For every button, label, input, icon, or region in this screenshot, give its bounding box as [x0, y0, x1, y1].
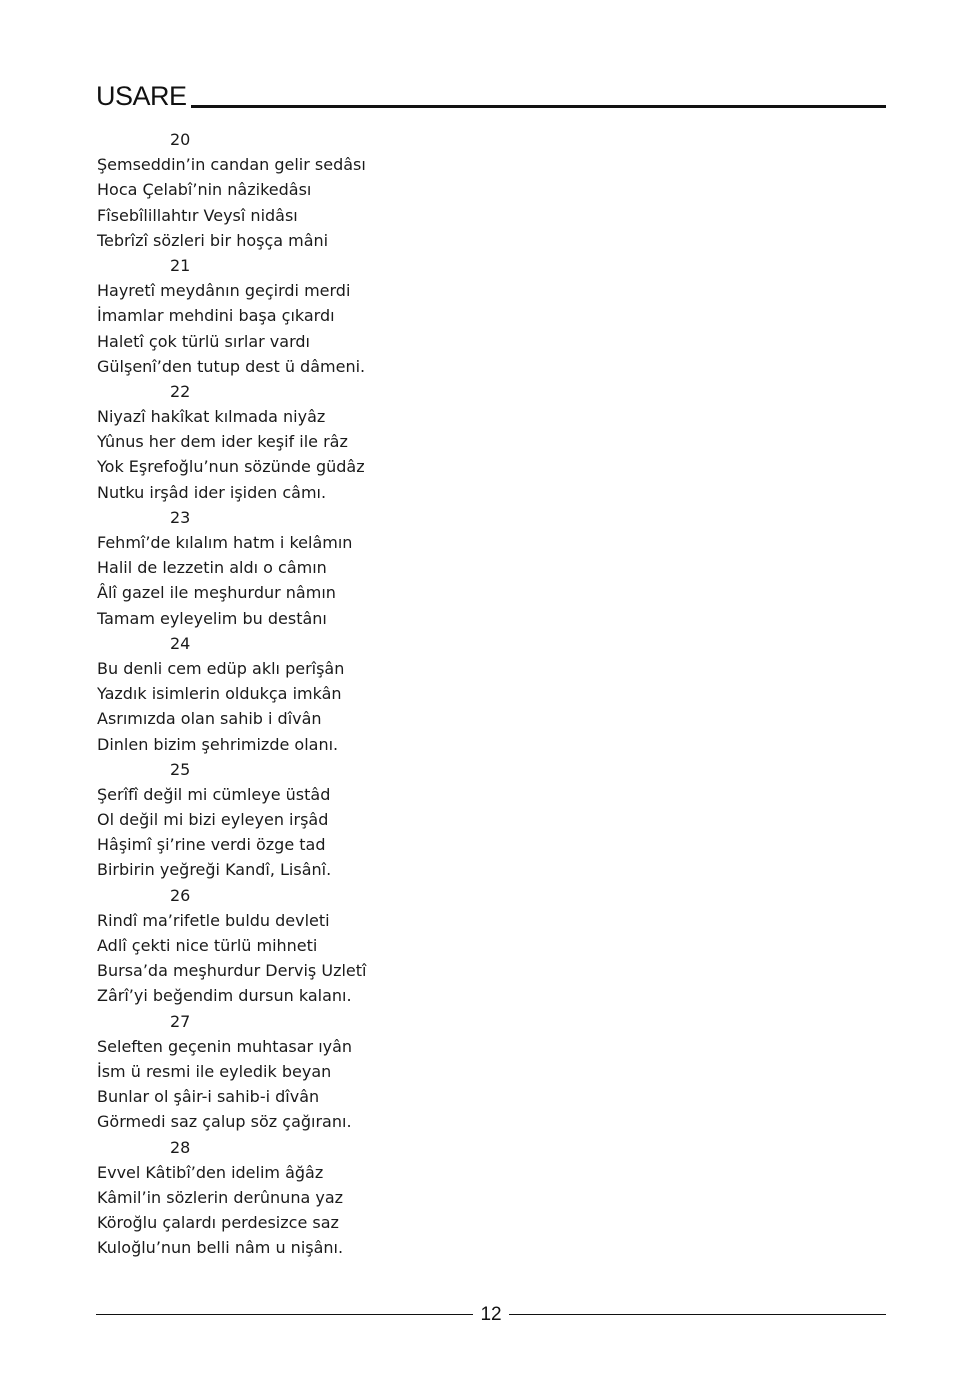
stanza [97, 1135, 517, 1261]
stanza-number: 26 [170, 885, 191, 905]
verse-line: Niyazî hakîkat kılmada niyâz [97, 407, 326, 427]
verse-line: Âlî gazel ile meşhurdur nâmın [97, 583, 336, 603]
verse-line: İmamlar mehdini başa çıkardı [97, 306, 335, 326]
header-rule [191, 105, 886, 108]
stanza [97, 253, 517, 379]
stanza-number: 21 [170, 255, 191, 275]
verse-line: Hâşimî şi’rine verdi özge tad [97, 835, 326, 855]
verse-line: Birbirin yeğreği Kandî, Lisânî. [97, 860, 332, 880]
verse-line: Halil de lezzetin aldı o câmın [97, 558, 327, 578]
verse-line: Zârî’yi beğendim dursun kalanı. [97, 986, 352, 1006]
verse-line: Görmedi saz çalup söz çağıranı. [97, 1112, 352, 1132]
stanza-number: 20 [170, 130, 191, 149]
verse-line: Kuloğlu’nun belli nâm u nişânı. [97, 1238, 344, 1258]
stanza [97, 379, 517, 505]
verse-line: Fehmî’de kılalım hatm i kelâmın [97, 533, 353, 552]
verse-line: Gülşenî’den tutup dest ü dâmeni. [97, 356, 366, 376]
page-number: 12 [480, 1303, 502, 1325]
verse-line: Adlî çekti nice türlü mihneti [97, 936, 318, 955]
stanza [97, 1009, 517, 1135]
verse-line: Şerîfî değil mi cümleye üstâd [97, 784, 331, 804]
verse-line: Dinlen bizim şehrimizde olanı. [97, 734, 339, 754]
verse-line: Nutku irşâd ider işiden câmı. [97, 482, 327, 502]
stanza [97, 505, 517, 631]
verse-line: Hoca Çelabî’nin nâzikedâsı [97, 180, 312, 200]
page-footer [96, 1300, 886, 1328]
stanza-number: 25 [170, 759, 191, 779]
verse-line: İsm ü resmi ile eyledik beyan [97, 1061, 332, 1081]
verse-line: Hayretî meydânın geçirdi merdi [97, 281, 351, 301]
page-header [96, 80, 886, 110]
poem-body [97, 127, 517, 1260]
verse-line: Fîsebîlillahtır Veysî nidâsı [97, 205, 298, 225]
verse-line: Asrımızda olan sahib i dîvân [97, 709, 322, 729]
verse-line: Köroğlu çalardı perdesizce saz [97, 1213, 339, 1233]
stanza-number: 27 [170, 1011, 191, 1031]
verse-line: Bunlar ol şâir-i sahib-i dîvân [97, 1087, 320, 1107]
verse-line: Yok Eşrefoğlu’nun sözünde güdâz [97, 457, 365, 477]
verse-line: Tamam eyleyelim bu destânı [97, 608, 327, 628]
verse-line: Tebrîzî sözleri bir hoşça mâni [97, 230, 329, 250]
stanza-number: 22 [170, 381, 191, 401]
running-title: USARE [96, 81, 187, 111]
verse-line: Ol değil mi bizi eyleyen irşâd [97, 810, 329, 830]
verse-line: Rindî ma’rifetle buldu devleti [97, 910, 330, 930]
verse-line: Bursa’da meşhurdur Derviş Uzletî [97, 961, 367, 981]
verse-line: Yazdık isimlerin oldukça imkân [97, 684, 342, 704]
verse-line: Seleften geçenin muhtasar ıyân [97, 1036, 353, 1056]
verse-line: Şemseddin’in candan gelir sedâsı [97, 155, 366, 175]
stanza [97, 883, 517, 1009]
stanza [97, 757, 517, 883]
verse-line: Bu denli cem edüp aklı perîşân [97, 658, 345, 678]
verse-line: Yûnus her dem ider keşif ile râz [97, 432, 348, 452]
verse-line: Haletî çok türlü sırlar vardı [97, 331, 310, 351]
verse-line: Evvel Kâtibî’den idelim âğâz [97, 1162, 324, 1182]
verse-line: Kâmil’in sözlerin derûnuna yaz [97, 1187, 344, 1207]
footer-rule-left [96, 1314, 473, 1315]
stanza [97, 631, 517, 757]
stanza-number: 24 [170, 633, 191, 653]
stanza-number: 23 [170, 507, 191, 527]
footer-rule-right [509, 1314, 886, 1315]
stanza [97, 127, 517, 253]
stanza-number: 28 [170, 1137, 191, 1157]
